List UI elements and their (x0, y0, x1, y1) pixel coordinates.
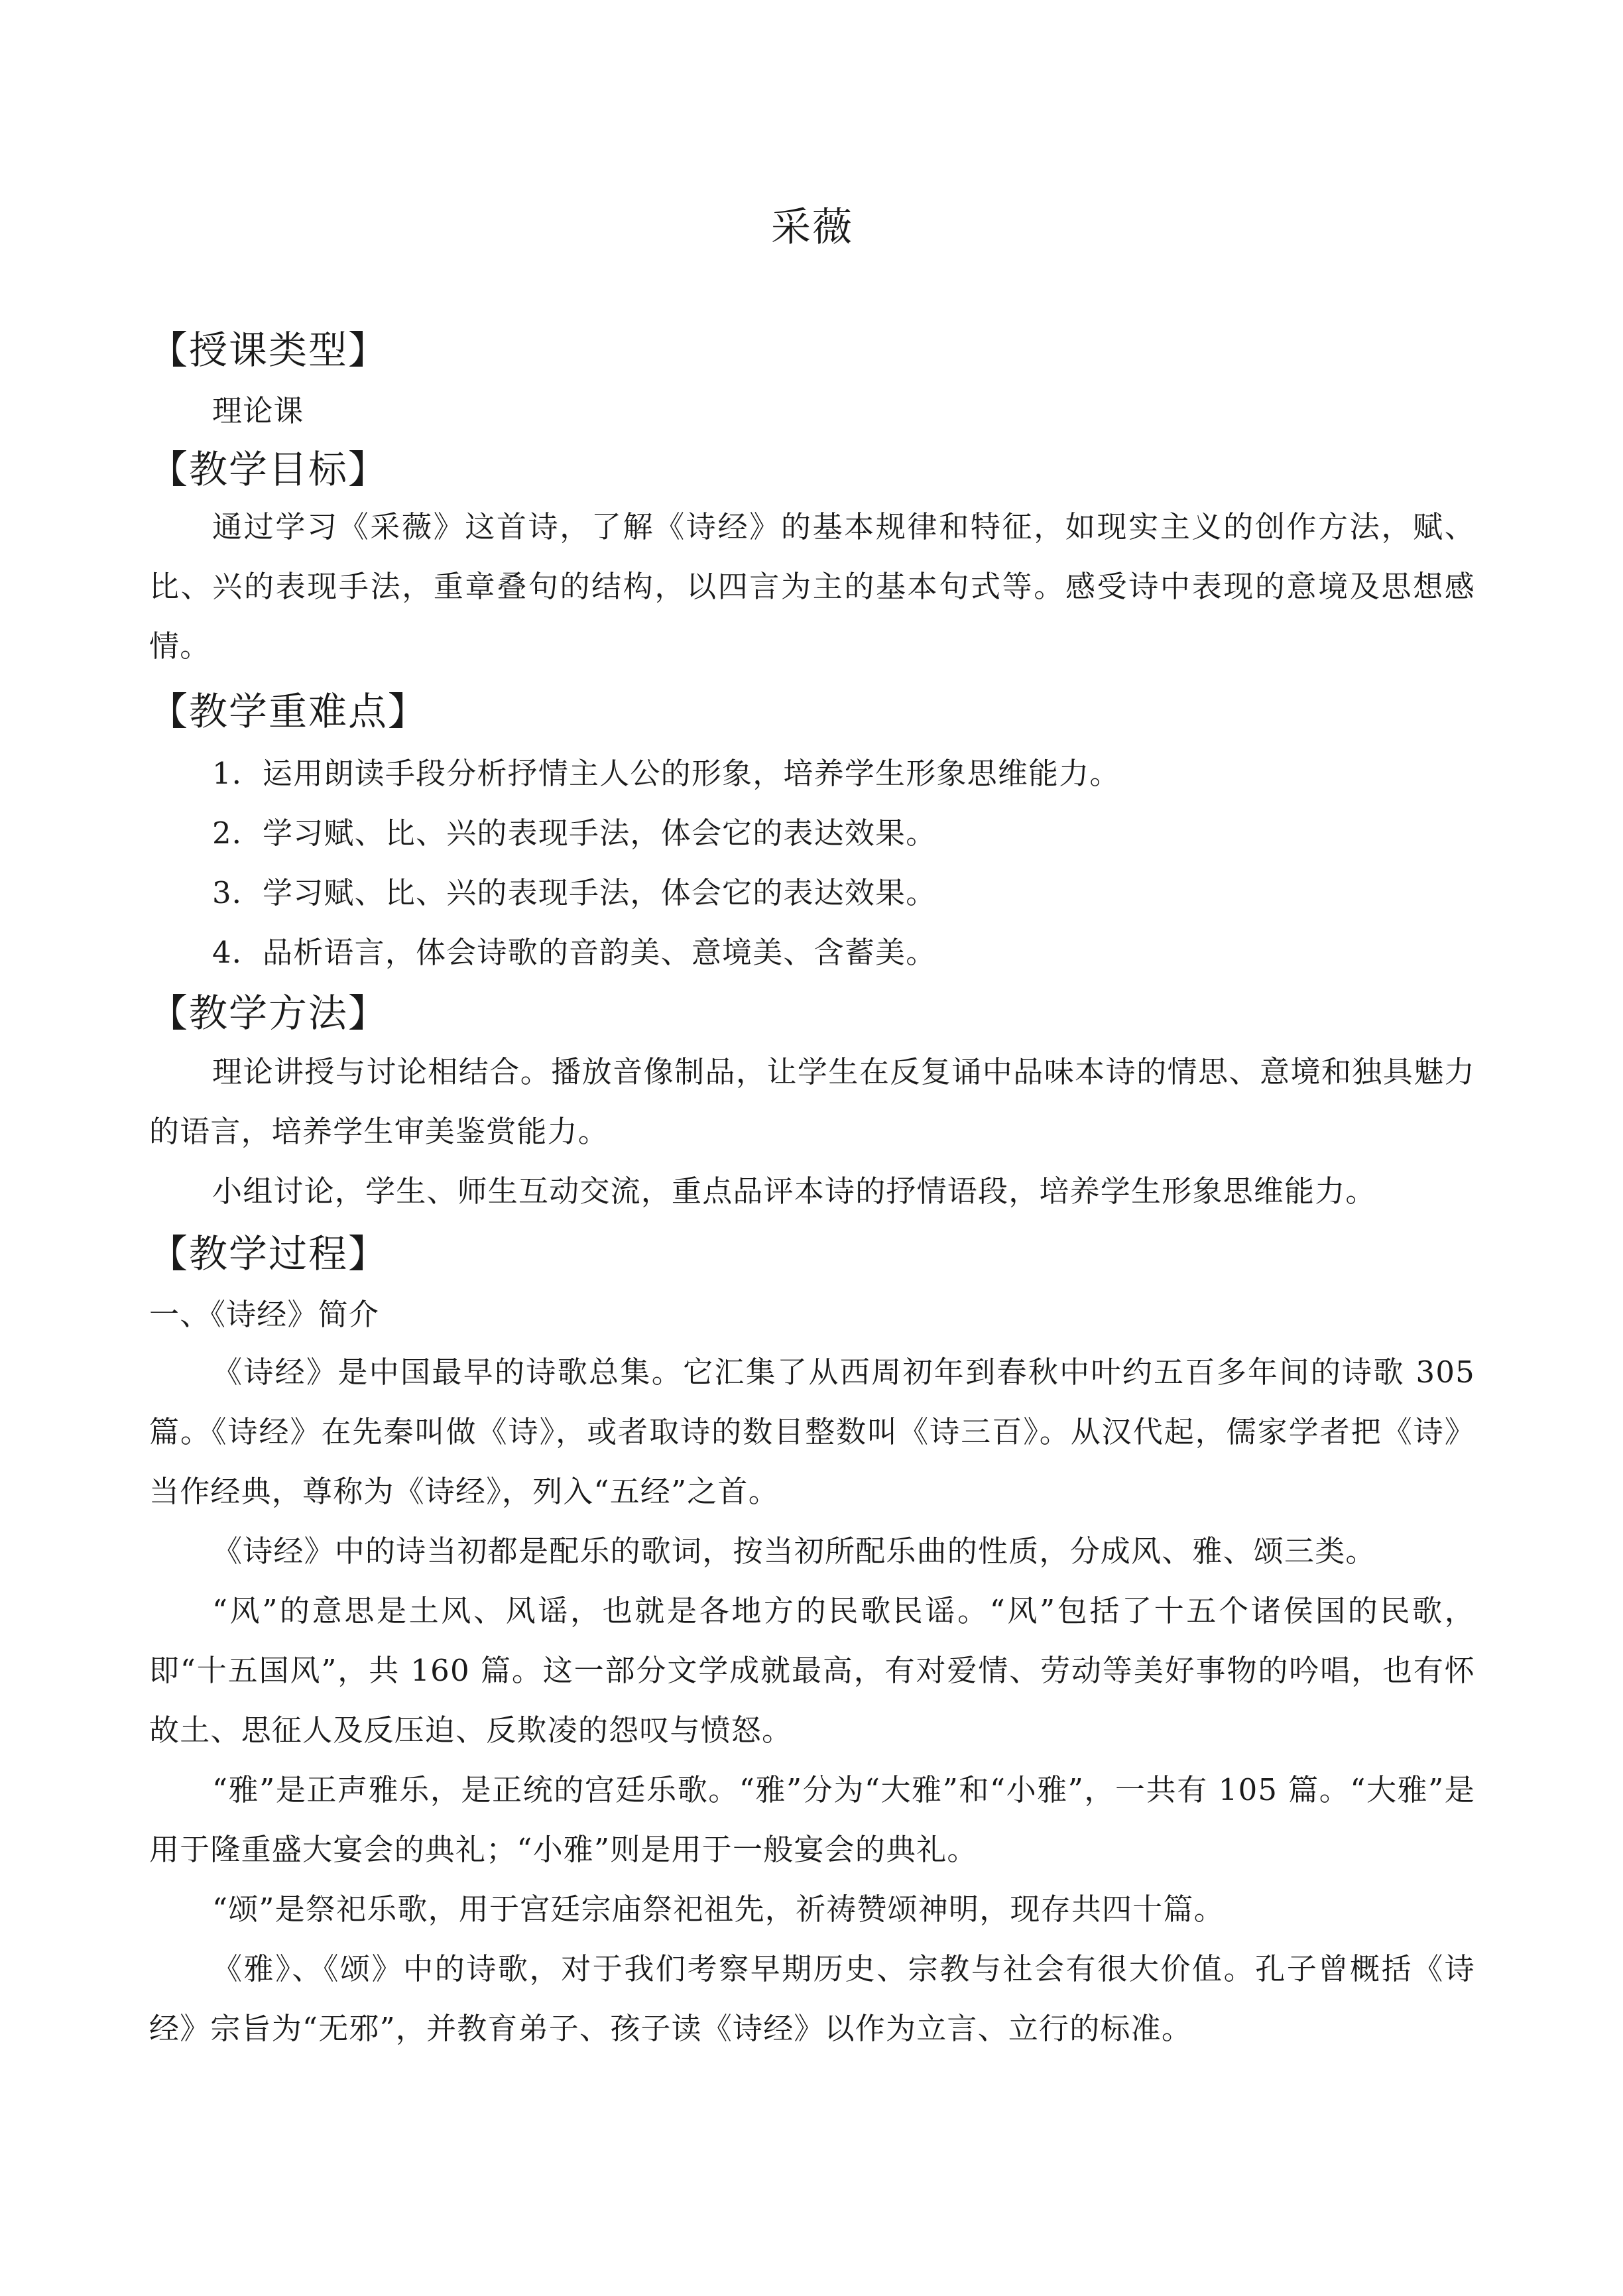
process-paragraph: “颂”是祭祀乐歌，用于宫廷宗庙祭祀祖先，祈祷赞颂神明，现存共四十篇。 (212, 1892, 1225, 1927)
key-point-item: 3．学习赋、比、兴的表现手法，体会它的表达效果。 (212, 875, 937, 910)
heading-teaching-goals: 【教学目标】 (149, 447, 389, 492)
course-type-text: 理论课 (212, 393, 304, 428)
key-point-item: 1．运用朗读手段分析抒情主人公的形象，培养学生形象思维能力。 (212, 756, 1120, 791)
process-paragraph: 《诗经》是中国最早的诗歌总集。它汇集了从西周初年到春秋中叶约五百多年间的诗歌 305 篇。《诗经》在先秦叫做《诗》，或者取诗的数目整数叫《诗三百》。从汉代起，儒家学者把《诗》当作经典，尊称为《诗经》，列入“五经”之首。 (149, 1355, 1475, 1509)
heading-key-points: 【教学重难点】 (149, 689, 428, 734)
teaching-goals-text: 通过学习《采薇》这首诗，了解《诗经》的基本规律和特征，如现实主义的创作方法，赋、比、兴的表现手法，重章叠句的结构，以四言为主的基本句式等。感受诗中表现的意境及思想感情。 (149, 509, 1475, 664)
heading-teaching-methods: 【教学方法】 (149, 991, 389, 1036)
process-subheading: 一、《诗经》简介 (149, 1297, 380, 1332)
process-paragraph: 《雅》、《颂》中的诗歌，对于我们考察早期历史、宗教与社会有很大价值。孔子曾概括《诗经》宗旨为“无邪”，并教育弟子、孩子读《诗经》以作为立言、立行的标准。 (149, 1951, 1475, 2046)
heading-teaching-process: 【教学过程】 (149, 1231, 389, 1276)
process-paragraph: 《诗经》中的诗当初都是配乐的歌词，按当初所配乐曲的性质，分成风、雅、颂三类。 (212, 1534, 1376, 1569)
process-paragraph: “风”的意思是土风、风谣，也就是各地方的民歌民谣。“风”包括了十五个诸侯国的民歌，即“十五国风”，共 160 篇。这一部分文学成就最高，有对爱情、劳动等美好事物的吟唱，也有怀故土、思征人及反压迫、反欺凌的怨叹与愤怒。 (149, 1593, 1475, 1748)
heading-course-type: 【授课类型】 (149, 328, 389, 373)
document-title: 采薇 (771, 204, 853, 251)
methods-paragraph: 小组讨论，学生、师生互动交流，重点品评本诗的抒情语段，培养学生形象思维能力。 (212, 1174, 1376, 1209)
key-point-item: 2．学习赋、比、兴的表现手法，体会它的表达效果。 (212, 816, 937, 851)
key-point-item: 4．品析语言，体会诗歌的音韵美、意境美、含蓄美。 (212, 935, 937, 970)
process-paragraph: “雅”是正声雅乐，是正统的宫廷乐歌。“雅”分为“大雅”和“小雅”，一共有 105 篇。“大雅”是用于隆重盛大宴会的典礼；“小雅”则是用于一般宴会的典礼。 (149, 1772, 1475, 1867)
methods-paragraph: 理论讲授与讨论相结合。播放音像制品，让学生在反复诵中品味本诗的情思、意境和独具魅力的语言，培养学生审美鉴赏能力。 (149, 1054, 1475, 1149)
